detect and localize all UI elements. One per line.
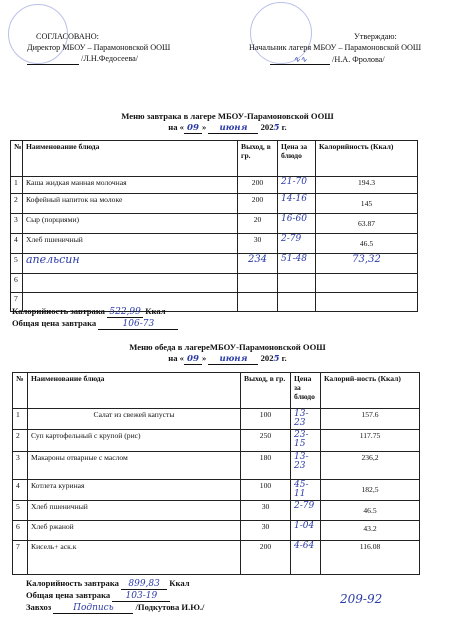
table-row: 1 Салат из свежей капусты 100 13-23 157.6 [13, 409, 420, 430]
col-dish: Наименование блюда [23, 141, 238, 177]
lunch-date: на « 09 » июня 2025 г. [168, 353, 287, 364]
col-number: № [11, 141, 23, 177]
head-name: /Н.А. Фролова/ [332, 55, 385, 64]
table-row: 7 Кисель+ аск.к 200 4-64 116.08 [13, 541, 420, 575]
lunch-price-total: Общая цена завтрака 103-19 [26, 590, 170, 602]
manager-sign: Подпись [53, 603, 133, 614]
head-signature-line: ∿∿ /Н.А. Фролова/ [270, 54, 385, 65]
col-price: Цена за блюдо [278, 141, 316, 177]
table-row: 2 Суп картофельный с крупой (рис) 250 23-15 117.75 [13, 430, 420, 452]
manager-name: /Подкутова И.Ю./ [135, 602, 205, 612]
col-weight: Выход, в гр. [238, 141, 278, 177]
table-row: 6 [11, 274, 418, 293]
col-kcal: Калорийность (Ккал) [316, 141, 418, 177]
table-row: 7 [11, 293, 418, 312]
lunch-header-row [13, 373, 420, 409]
table-row: 3 Сыр (порциями) 20 16-60 63.87 [11, 214, 418, 234]
approve-label: Утверждаю: [354, 32, 397, 41]
lunch-title: Меню обеда в лагереМБОУ-Парамоновской ООШ [129, 342, 326, 352]
col-dish: Наименование блюда [28, 373, 241, 409]
col-price: Цена за блюдо [291, 373, 321, 409]
col-kcal: Калорий-ность (Ккал) [321, 373, 420, 409]
table-row: 5 апельсин 234 51-48 73,32 [11, 254, 418, 274]
table-row: 1 Каша жидкая манная молочная 200 21-70 194.3 [11, 177, 418, 194]
lunch-kcal-total: Калорийность завтрака 899,83 Ккал [26, 578, 190, 589]
table-row: 4 Хлеб пшеничный 30 2-79 46.5 [11, 234, 418, 254]
breakfast-date: на « 09 » июня 2025 г. [168, 122, 287, 133]
director-signature-line [27, 54, 138, 65]
manager-signature: Завхоз Подпись /Подкутова И.Ю./ [26, 602, 205, 613]
agreed-label: СОГЛАСОВАНО: [36, 32, 99, 41]
breakfast-header-row [11, 141, 418, 177]
col-number: № [13, 373, 28, 409]
breakfast-title: Меню завтрака в лагере МБОУ-Парамоновской ООШ [121, 111, 334, 121]
breakfast-day: 09 [184, 123, 202, 134]
director-name: /Л.Н.Федосеева/ [81, 54, 139, 63]
table-row: 5 Хлеб пшеничный 30 2-79 46.5 [13, 501, 420, 521]
lunch-table [12, 372, 420, 575]
table-row: 2 Кофейный напиток на молоке 200 14-16 145 [11, 194, 418, 214]
head-position: Начальник лагеря МБОУ – Парамоновской ООШ [249, 43, 422, 52]
handwritten-total: 209-92 [340, 592, 383, 606]
table-row: 4 Котлета куриная 100 45-11 182,5 [13, 480, 420, 501]
breakfast-table [10, 140, 418, 312]
director-position: Директор МБОУ – Парамоновской ООШ [27, 43, 171, 52]
breakfast-price-total: Общая цена завтрака 106-73 [12, 318, 178, 330]
col-weight: Выход, в гр. [241, 373, 291, 409]
table-row: 3 Макароны отварные с маслом 180 13-23 236,2 [13, 452, 420, 480]
breakfast-kcal-total: Калорийность завтрака 522,99 Ккал [12, 306, 166, 317]
lunch-day: 09 [184, 354, 202, 365]
breakfast-month: июня [208, 123, 258, 134]
lunch-month: июня [208, 354, 258, 365]
table-row: 6 Хлеб ржаной 30 1-04 43.2 [13, 521, 420, 541]
